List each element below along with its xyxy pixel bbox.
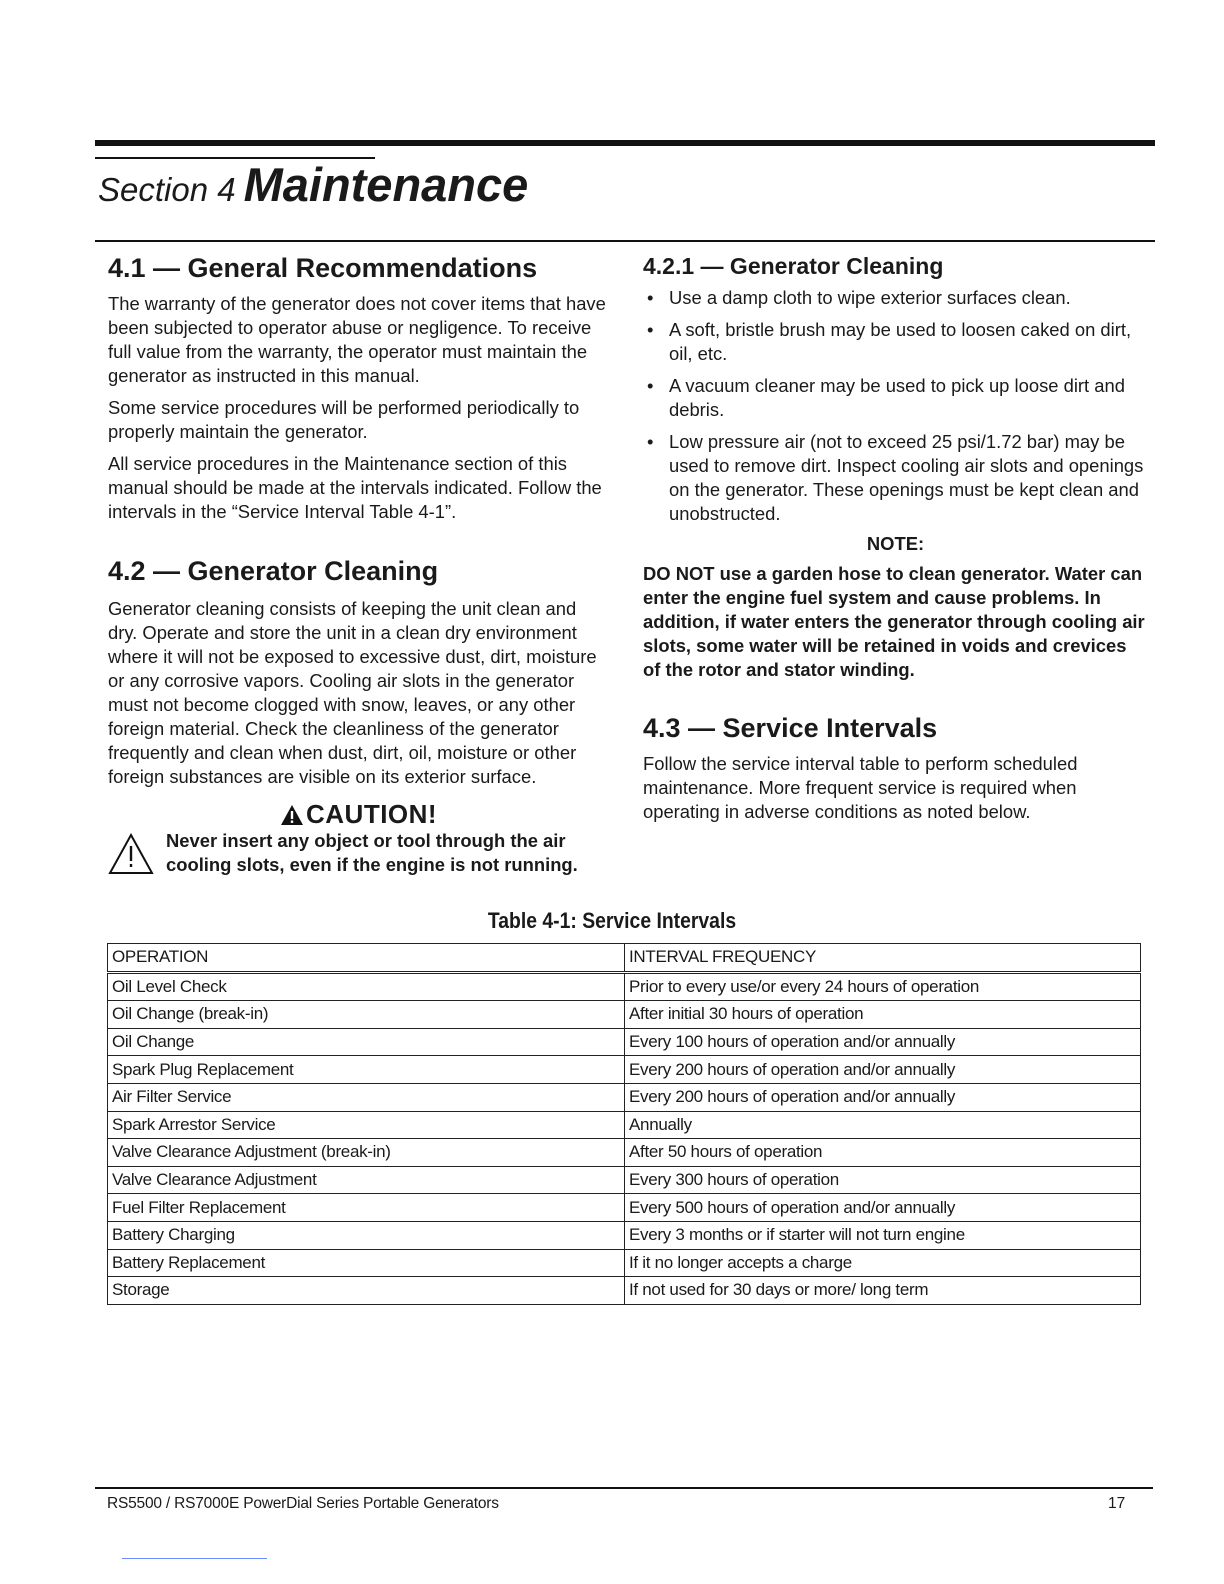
paragraph-periodic-service: Some service procedures will be performed periodically to properly maintain the generator. xyxy=(108,397,580,442)
paragraph-intervals: All service procedures in the Maintenance section of this manual should be made at the intervals indicated. Follow the intervals in the “Service Interval Table 4-1”. xyxy=(108,453,602,522)
operation-cell: Battery Charging xyxy=(108,1221,625,1249)
operation-cell: Valve Clearance Adjustment (break-in) xyxy=(108,1139,625,1167)
list-item-text: Use a damp cloth to wipe exterior surfaces clean. xyxy=(669,287,1071,308)
interval-cell: Every 500 hours of operation and/or annually xyxy=(625,1194,1141,1222)
paragraph-cleaning: Generator cleaning consists of keeping the unit clean and dry. Operate and store the unit in a clean dry environment where it will not be exposed to excessive dust, dirt, moisture or any corrosive vapors. Cooling air slots in the generator must not become clogged with snow, leaves, or any other foreign material. Check the cleanliness of the generator frequently and clean when dust, dirt, oil, moisture or other foreign substances are visible on its exterior surface. xyxy=(108,598,597,787)
paragraph-service-intervals: Follow the service interval table to perform scheduled maintenance. More frequent service is required when operating in adverse conditions as noted below. xyxy=(643,753,1078,822)
table-row xyxy=(108,972,1141,1001)
interval-cell: If it no longer accepts a charge xyxy=(625,1249,1141,1277)
list-item-text: Low pressure air (not to exceed 25 psi/1.72 bar) may be used to remove dirt. Inspect cooling air slots and openings on the generator. These openings must be kept clean and unobstructed. xyxy=(669,431,1144,524)
heading-service-intervals: 4.3 — Service Intervals xyxy=(643,713,938,743)
caution-title: CAUTION! xyxy=(306,799,438,829)
warning-triangle-icon xyxy=(108,833,154,880)
table-row xyxy=(108,1028,1141,1056)
interval-cell: Every 300 hours of operation xyxy=(625,1166,1141,1194)
operation-cell: Fuel Filter Replacement xyxy=(108,1194,625,1222)
operation-cell: Storage xyxy=(108,1277,625,1305)
section-name: Maintenance xyxy=(243,158,529,211)
list-item xyxy=(643,286,1148,310)
table-row xyxy=(108,1277,1141,1305)
section-title xyxy=(98,155,528,220)
list-item-text: A soft, bristle brush may be used to loosen caked on dirt, oil, etc. xyxy=(669,319,1132,364)
interval-cell: Every 3 months or if starter will not turn engine xyxy=(625,1221,1141,1249)
interval-cell: Every 200 hours of operation and/or annually xyxy=(625,1083,1141,1111)
heading-general-recommendations: 4.1 — General Recommendations xyxy=(108,253,538,283)
top-rule xyxy=(95,140,1155,146)
table-row xyxy=(108,1056,1141,1084)
table-caption: Table 4-1: Service Intervals xyxy=(487,908,737,933)
table-row xyxy=(108,1111,1141,1139)
interval-cell: Every 200 hours of operation and/or annually xyxy=(625,1056,1141,1084)
operation-cell: Valve Clearance Adjustment xyxy=(108,1166,625,1194)
heading-generator-cleaning: 4.2 — Generator Cleaning xyxy=(108,556,439,586)
header-rule xyxy=(95,240,1155,242)
interval-cell: If not used for 30 days or more/ long term xyxy=(625,1277,1141,1305)
caution-block xyxy=(108,799,608,879)
caution-heading xyxy=(280,799,437,832)
caution-text: Never insert any object or tool through the air cooling slots, even if the engine is not running. xyxy=(166,830,578,875)
interval-cell: After 50 hours of operation xyxy=(625,1139,1141,1167)
service-intervals-table xyxy=(107,943,1141,1305)
table-row xyxy=(108,1249,1141,1277)
list-item-text: A vacuum cleaner may be used to pick up loose dirt and debris. xyxy=(669,375,1125,420)
bullet-icon: • xyxy=(647,431,654,452)
table-row xyxy=(108,1221,1141,1249)
heading-generator-cleaning-sub: 4.2.1 — Generator Cleaning xyxy=(643,253,944,279)
paragraph-warranty: The warranty of the generator does not cover items that have been subjected to operator abuse or negligence. To receive full value from the warranty, the operator must maintain the generator as instructed in this manual. xyxy=(108,293,606,386)
operation-cell: Spark Plug Replacement xyxy=(108,1056,625,1084)
operation-cell: Air Filter Service xyxy=(108,1083,625,1111)
operation-cell: Oil Change (break-in) xyxy=(108,1001,625,1029)
page-number: 17 xyxy=(1108,1495,1126,1512)
table-row xyxy=(108,1194,1141,1222)
list-item xyxy=(643,318,1148,366)
note-title: NOTE: xyxy=(866,533,925,554)
operation-cell: Spark Arrestor Service xyxy=(108,1111,625,1139)
link-underline xyxy=(122,1558,267,1559)
header-interval-frequency: INTERVAL FREQUENCY xyxy=(625,944,1141,973)
footer-rule xyxy=(95,1487,1153,1489)
table-row xyxy=(108,1001,1141,1029)
interval-cell: Every 100 hours of operation and/or annually xyxy=(625,1028,1141,1056)
header-operation: OPERATION xyxy=(108,944,625,973)
interval-cell: After initial 30 hours of operation xyxy=(625,1001,1141,1029)
footer-product: RS5500 / RS7000E PowerDial Series Portable Generators xyxy=(107,1495,499,1512)
operation-cell: Battery Replacement xyxy=(108,1249,625,1277)
bullet-icon: • xyxy=(647,287,654,308)
section-label: Section 4 xyxy=(98,171,236,208)
table-header-row xyxy=(108,944,1141,973)
interval-cell: Annually xyxy=(625,1111,1141,1139)
list-item xyxy=(643,374,1148,422)
operation-cell: Oil Change xyxy=(108,1028,625,1056)
interval-cell: Prior to every use/or every 24 hours of operation xyxy=(625,972,1141,1001)
table-row xyxy=(108,1139,1141,1167)
table-row xyxy=(108,1083,1141,1111)
left-column xyxy=(108,250,608,879)
right-column xyxy=(643,250,1148,824)
table-row xyxy=(108,1166,1141,1194)
note-text: DO NOT use a garden hose to clean generator. Water can enter the engine fuel system and cause problems. In addition, if water enters the generator through cooling air slots, some water will be retained in voids and crevices of the rotor and stator winding. xyxy=(643,563,1145,680)
cleaning-bullet-list xyxy=(643,286,1148,526)
bullet-icon: • xyxy=(647,375,654,396)
warning-icon xyxy=(280,802,304,832)
operation-cell: Oil Level Check xyxy=(108,972,625,1001)
list-item xyxy=(643,430,1148,526)
bullet-icon: • xyxy=(647,319,654,340)
